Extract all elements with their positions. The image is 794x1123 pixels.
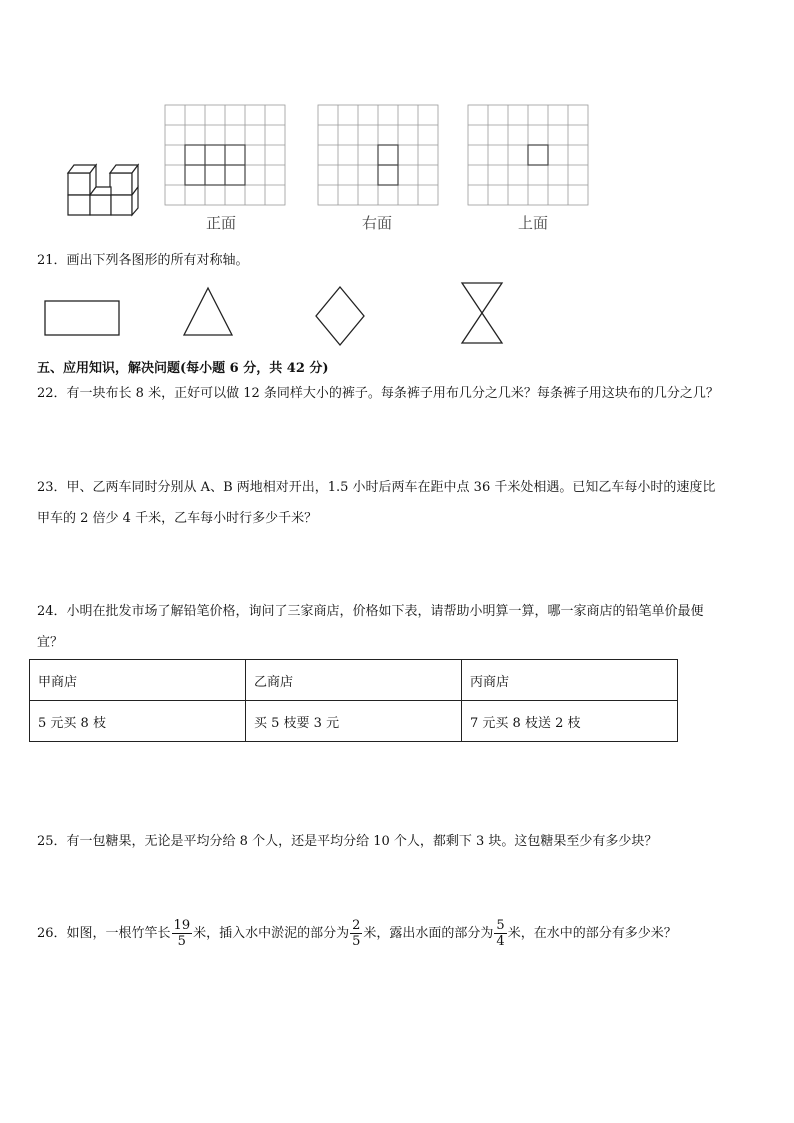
q26-part4: 米，在水中的部分有多少米？: [507, 926, 677, 941]
section-title: 五、应用知识，解决问题(每小题 6 分，共 42 分): [37, 361, 329, 376]
price-table: [29, 659, 678, 742]
fraction-5-4: $\frac{5}{4}$: [496, 918, 505, 949]
fraction-2-5: $\frac{2}{5}$: [352, 918, 361, 949]
q23-line1: 23．甲、乙两车同时分别从 A、B 两地相对开出，1.5 小时后两车在距中点 36 千米处相遇。已知乙车每小时的速度比: [37, 480, 716, 495]
front-view-caption: 正面: [206, 214, 237, 232]
top-view-caption: 上面: [518, 214, 549, 232]
q22-text: 22．有一块布长 8 米，正好可以做 12 条同样大小的裤子。每条裤子用布几分之几米？每条裤子用这块布的几分之几？: [37, 386, 719, 401]
q21-text: 21．画出下列各图形的所有对称轴。: [37, 253, 249, 268]
q23-line2: 甲车的 2 倍少 4 千米，乙车每小时行多少千米？: [37, 511, 318, 526]
q24-line2: 宜？: [37, 635, 64, 650]
q25-text: 25．有一包糖果，无论是平均分给 8 个人，还是平均分给 10 个人，都剩下 3 块。这包糖果至少有多少块？: [37, 834, 658, 849]
top-view-grid[interactable]: [468, 105, 588, 205]
right-view-caption: 右面: [362, 214, 393, 232]
table-cell: 买 5 枝要 3 元: [246, 701, 462, 742]
rhombus-shape[interactable]: [316, 287, 364, 345]
table-cell: 7 元买 8 枝送 2 枝: [462, 701, 678, 742]
table-row: [30, 701, 678, 742]
triangle-shape[interactable]: [184, 288, 232, 335]
q26-text: [37, 918, 677, 949]
q26-part3: 米，露出水面的部分为: [363, 926, 494, 941]
q21-shapes: [0, 280, 560, 350]
q26-part1: 26．如图，一根竹竿长: [37, 926, 171, 941]
table-cell: 甲商店: [30, 660, 246, 701]
front-view-grid[interactable]: [165, 105, 285, 205]
right-view-grid[interactable]: [318, 105, 438, 205]
table-cell: 乙商店: [246, 660, 462, 701]
cube-stack-image: [68, 165, 138, 215]
table-cell: 5 元买 8 枝: [30, 701, 246, 742]
rectangle-shape[interactable]: [45, 301, 119, 335]
q24-line1: 24．小明在批发市场了解铅笔价格，询问了三家商店，价格如下表，请帮助小明算一算，哪一家商店的铅笔单价最便: [37, 604, 704, 619]
hourglass-shape[interactable]: [462, 283, 502, 343]
table-cell: 丙商店: [462, 660, 678, 701]
q26-part2: 米，插入水中淤泥的部分为: [193, 926, 350, 941]
fraction-19-5: $\frac{19}{5}$: [173, 918, 191, 949]
table-header-row: [30, 660, 678, 701]
